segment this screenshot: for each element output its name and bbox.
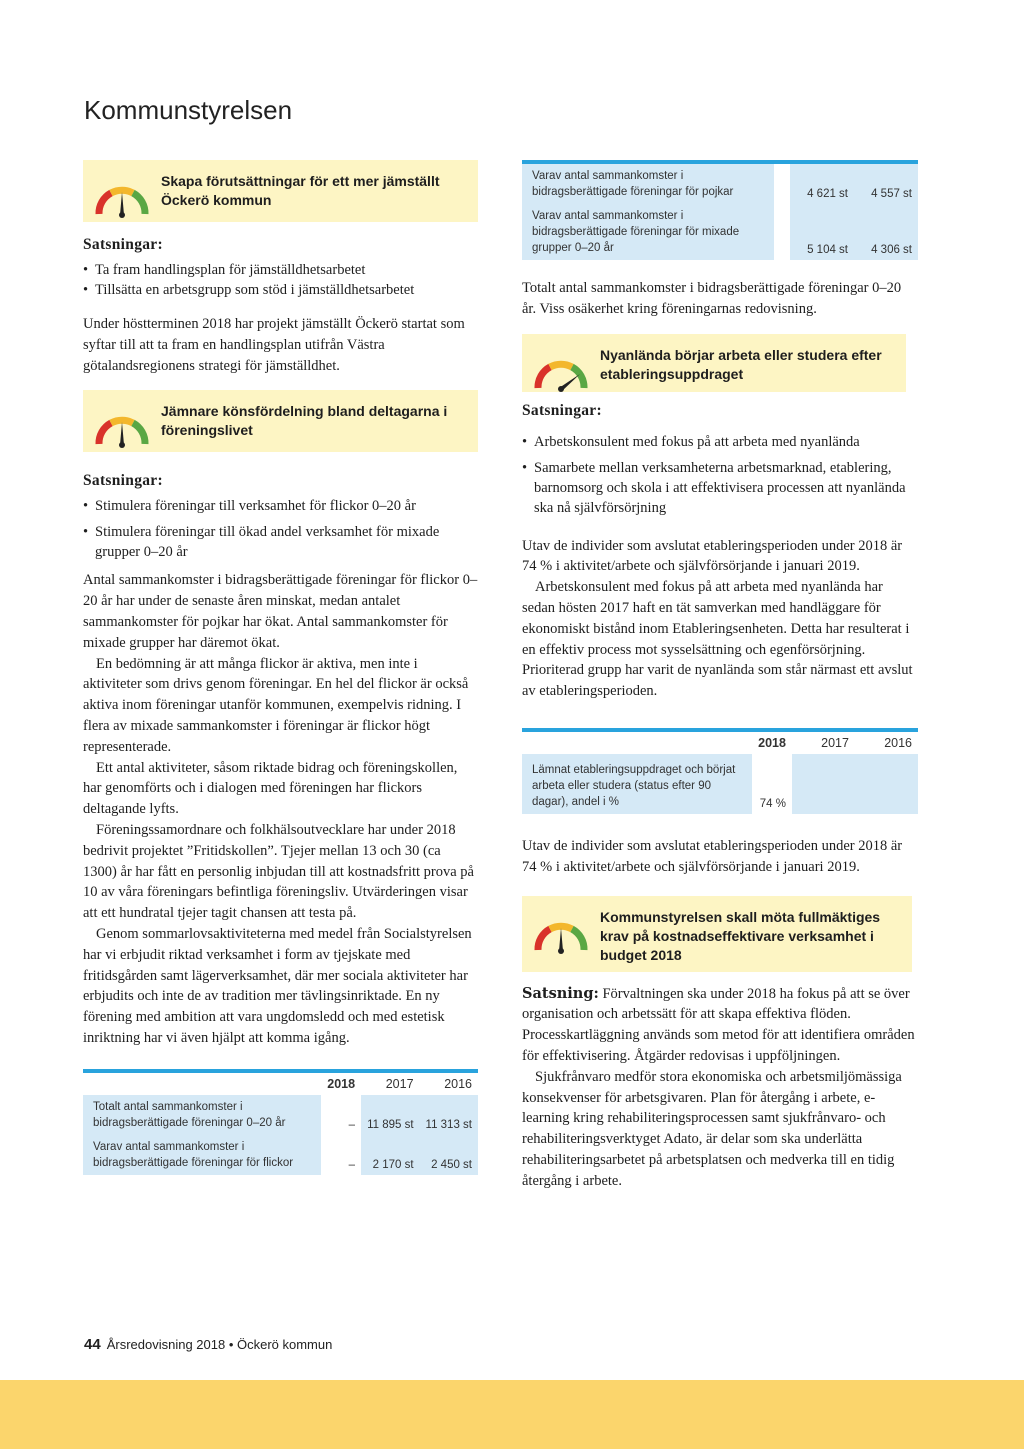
- table-cell: [792, 754, 855, 814]
- bullet-list: [83, 496, 478, 562]
- paragraph: Utav de individer som avslutat etableringsperioden under 2018 är 74 % i aktivitet/arbete och självförsörjande i januari 2019.: [522, 537, 903, 575]
- bottom-color-bar: [0, 1380, 1024, 1449]
- satsning-text: Förvaltningen ska under 2018 ha fokus på att se över organisation och arbetssätt för att skapa effektiva flöden. Processkartläggning används som metod för att identifiera områden för effektivisering. Åtgärder redovisas i uppföljningen.: [522, 985, 915, 1064]
- paragraph: Sjukfrånvaro medför stora ekonomiska och arbetsmiljömässiga konsekvenser för arbetsgivaren. Plan för återgång i arbete, e-learning kring rehabiliteringsprocessen samt sjukfrånvaro- och rehabiliteringsverktyget Adato, är delar som ska underlätta rehabiliteringsarbetet på arbetsplatsen och medverka till en tidig återgång i arbete.: [522, 1068, 902, 1189]
- paragraph: Arbetskonsulent med fokus på att arbeta med nyanlända har sedan hösten 2017 haft en tät samverkan med handläggare för ekonomiskt bistånd inom Etableringsenheten. Detta har resulterat i en effektiv process mot sysselsättning och egenförsörjning. Prioriterad grupp har varit de nyanlända som står närmast ett avslut av etableringsperioden.: [522, 579, 913, 700]
- paragraph: [522, 984, 918, 1067]
- goal-box-konsfordelning: [83, 390, 478, 452]
- paragraph: Genom sommarlovsaktiviteterna med medel från Socialstyrelsen har vi erbjudit riktad verksamhet i form av tjejskate med fritidsgården samt lägerverksamhet, där mer sociala aktiviteter har erbjudits och inte de av tradition mer tävlingsinriktade. En ny förening med ambition att vara ungdomsledd och med estetisk inriktning har vi även hjälpt att komma igång.: [83, 925, 472, 1046]
- paragraph: Ett antal aktiviteter, såsom riktade bidrag och föreningskollen, har genomförts och i dialogen med föreningen har flickors deltagande lyfts.: [83, 759, 458, 818]
- table-header-row: [83, 1071, 478, 1095]
- table-cell: 2 170 st: [361, 1135, 419, 1175]
- column-header: 2016: [884, 735, 912, 750]
- goal-title: Kommunstyrelsen skall möta fullmäktiges krav på kostnadseffektivare verksamhet i budget 2018: [600, 908, 881, 963]
- goal-box-jamstalldhet: [83, 160, 478, 222]
- table-cell: 2 450 st: [420, 1135, 478, 1175]
- table-row: [522, 162, 918, 204]
- stats-table-sammankomster: [83, 1069, 478, 1175]
- satsningar-label: Satsningar:: [83, 236, 163, 253]
- table-cell: 11 313 st: [420, 1095, 478, 1135]
- table-cell: 74 %: [759, 797, 786, 810]
- table-row: [522, 204, 918, 260]
- list-item: • Tillsätta en arbetsgrupp som stöd i jämställdhetsarbetet: [83, 280, 478, 300]
- gauge-icon: [530, 352, 592, 392]
- list-item: • Stimulera föreningar till ökad andel verksamhet för mixade grupper 0–20 år: [83, 522, 478, 562]
- table-cell-label: Lämnat etableringsuppdraget och börjat arbeta eller studera (status efter 90 dagar), andel i %: [522, 754, 752, 814]
- goal-title: Jämnare könsfördelning bland deltagarna i föreningslivet: [161, 403, 448, 439]
- column-header: 2017: [821, 735, 849, 750]
- table-cell: [855, 754, 918, 814]
- gauge-icon: [91, 178, 153, 218]
- paragraph: Under höstterminen 2018 har projekt jämställt Öckerö startat som syftar till att ta fram en handlingsplan utifrån Västra götalandsregionens strategi för jämställdhet.: [83, 316, 465, 374]
- column-header: 2018: [758, 735, 786, 750]
- paragraph: En bedömning är att många flickor är aktiva, men inte i aktiviteter som drivs genom föreningar. En hel del flickor är också aktiva inom föreningar utanför kommunen, exempelvis ridning. I flera av mixade sammankomster i föreningar är flickor högt representerade.: [83, 655, 469, 755]
- table-cell: 5 104 st: [790, 204, 854, 260]
- right-column: [522, 160, 918, 1192]
- left-column: [83, 160, 478, 1175]
- page-title: Kommunstyrelsen: [84, 95, 293, 125]
- list-item: • Ta fram handlingsplan för jämställdhetsarbetet: [83, 260, 478, 280]
- table-cell-label: Varav antal sammankomster i bidragsberättigade föreningar för pojkar: [522, 162, 774, 204]
- table-cell-label: Totalt antal sammankomster i bidragsberättigade föreningar 0–20 år: [83, 1095, 321, 1135]
- table-cell: –: [348, 1158, 356, 1171]
- table-row: [83, 1095, 478, 1135]
- footer: [84, 1336, 332, 1353]
- goal-title: Skapa förutsättningar för ett mer jämställt Öckerö kommun: [161, 173, 440, 208]
- column-header: 2018: [327, 1076, 356, 1091]
- page-number: 44: [84, 1336, 101, 1353]
- table-cell: –: [348, 1118, 356, 1131]
- table-header-row: [522, 730, 918, 754]
- bullet-list: [83, 260, 478, 300]
- paragraph: Föreningssamordnare och folkhälsoutvecklare har under 2018 bedrivit projektet ”Fritidskollen”. Tjejer mellan 13 och 30 (ca 1300) år har fått en personlig inbjudan till att kostnadsfritt prova på 10 av våra föreningars befintliga föreningsliv. Utvärderingen visar att ett hundratal tjejer tagit chansen att testa på.: [83, 821, 474, 922]
- satsningar-label: Satsningar:: [522, 401, 602, 419]
- footer-text: Årsredovisning 2018 • Öckerö kommun: [106, 1337, 333, 1352]
- satsningar-label: Satsningar:: [83, 472, 163, 490]
- list-item: • Samarbete mellan verksamheterna arbetsmarknad, etablering, barnomsorg och skola i att effektivisera processen att nyanlända ska nå självförsörjning: [522, 458, 918, 518]
- list-item: • Stimulera föreningar till verksamhet för flickor 0–20 år: [83, 496, 478, 516]
- table-cell-label: Varav antal sammankomster i bidragsberättigade föreningar för mixade grupper 0–20 år: [522, 204, 774, 260]
- satsning-label: Satsning:: [522, 984, 599, 1002]
- column-header: 2016: [444, 1076, 472, 1091]
- list-item: • Arbetskonsulent med fokus på att arbeta med nyanlända: [522, 432, 918, 452]
- goal-title: Nyanlända börjar arbeta eller studera efter etableringsuppdraget: [600, 346, 882, 382]
- table-cell: 11 895 st: [361, 1095, 419, 1135]
- gauge-icon: [530, 914, 592, 954]
- table-row: [83, 1135, 478, 1175]
- table-row: [522, 754, 918, 814]
- paragraph: Antal sammankomster i bidragsberättigade föreningar för flickor 0–20 år har under de senaste åren minskat, medan antalet sammankomster för pojkar har ökat. Antal sammankomster för mixade grupper har däremot ökat.: [83, 572, 478, 651]
- stats-table-etablering: [522, 728, 918, 814]
- paragraph: Utav de individer som avslutat etableringsperioden under 2018 är 74 % i aktivitet/arbete och självförsörjande i januari 2019.: [522, 837, 903, 875]
- column-header: 2017: [385, 1076, 414, 1091]
- table-note: Totalt antal sammankomster i bidragsberättigade föreningar 0–20 år. Viss osäkerhet kring föreningarnas redovisning.: [522, 280, 902, 317]
- gauge-icon: [91, 408, 153, 448]
- stats-table-sammankomster-cont: [522, 160, 918, 260]
- goal-box-nyanlanda: [522, 334, 906, 392]
- table-cell-label: Varav antal sammankomster i bidragsberättigade föreningar för flickor: [83, 1135, 321, 1175]
- bullet-list: [522, 432, 918, 518]
- table-cell: 4 306 st: [854, 204, 918, 260]
- goal-box-kostnadseffektiv: [522, 896, 912, 972]
- table-cell: 4 557 st: [854, 162, 918, 204]
- table-cell: 4 621 st: [790, 162, 854, 204]
